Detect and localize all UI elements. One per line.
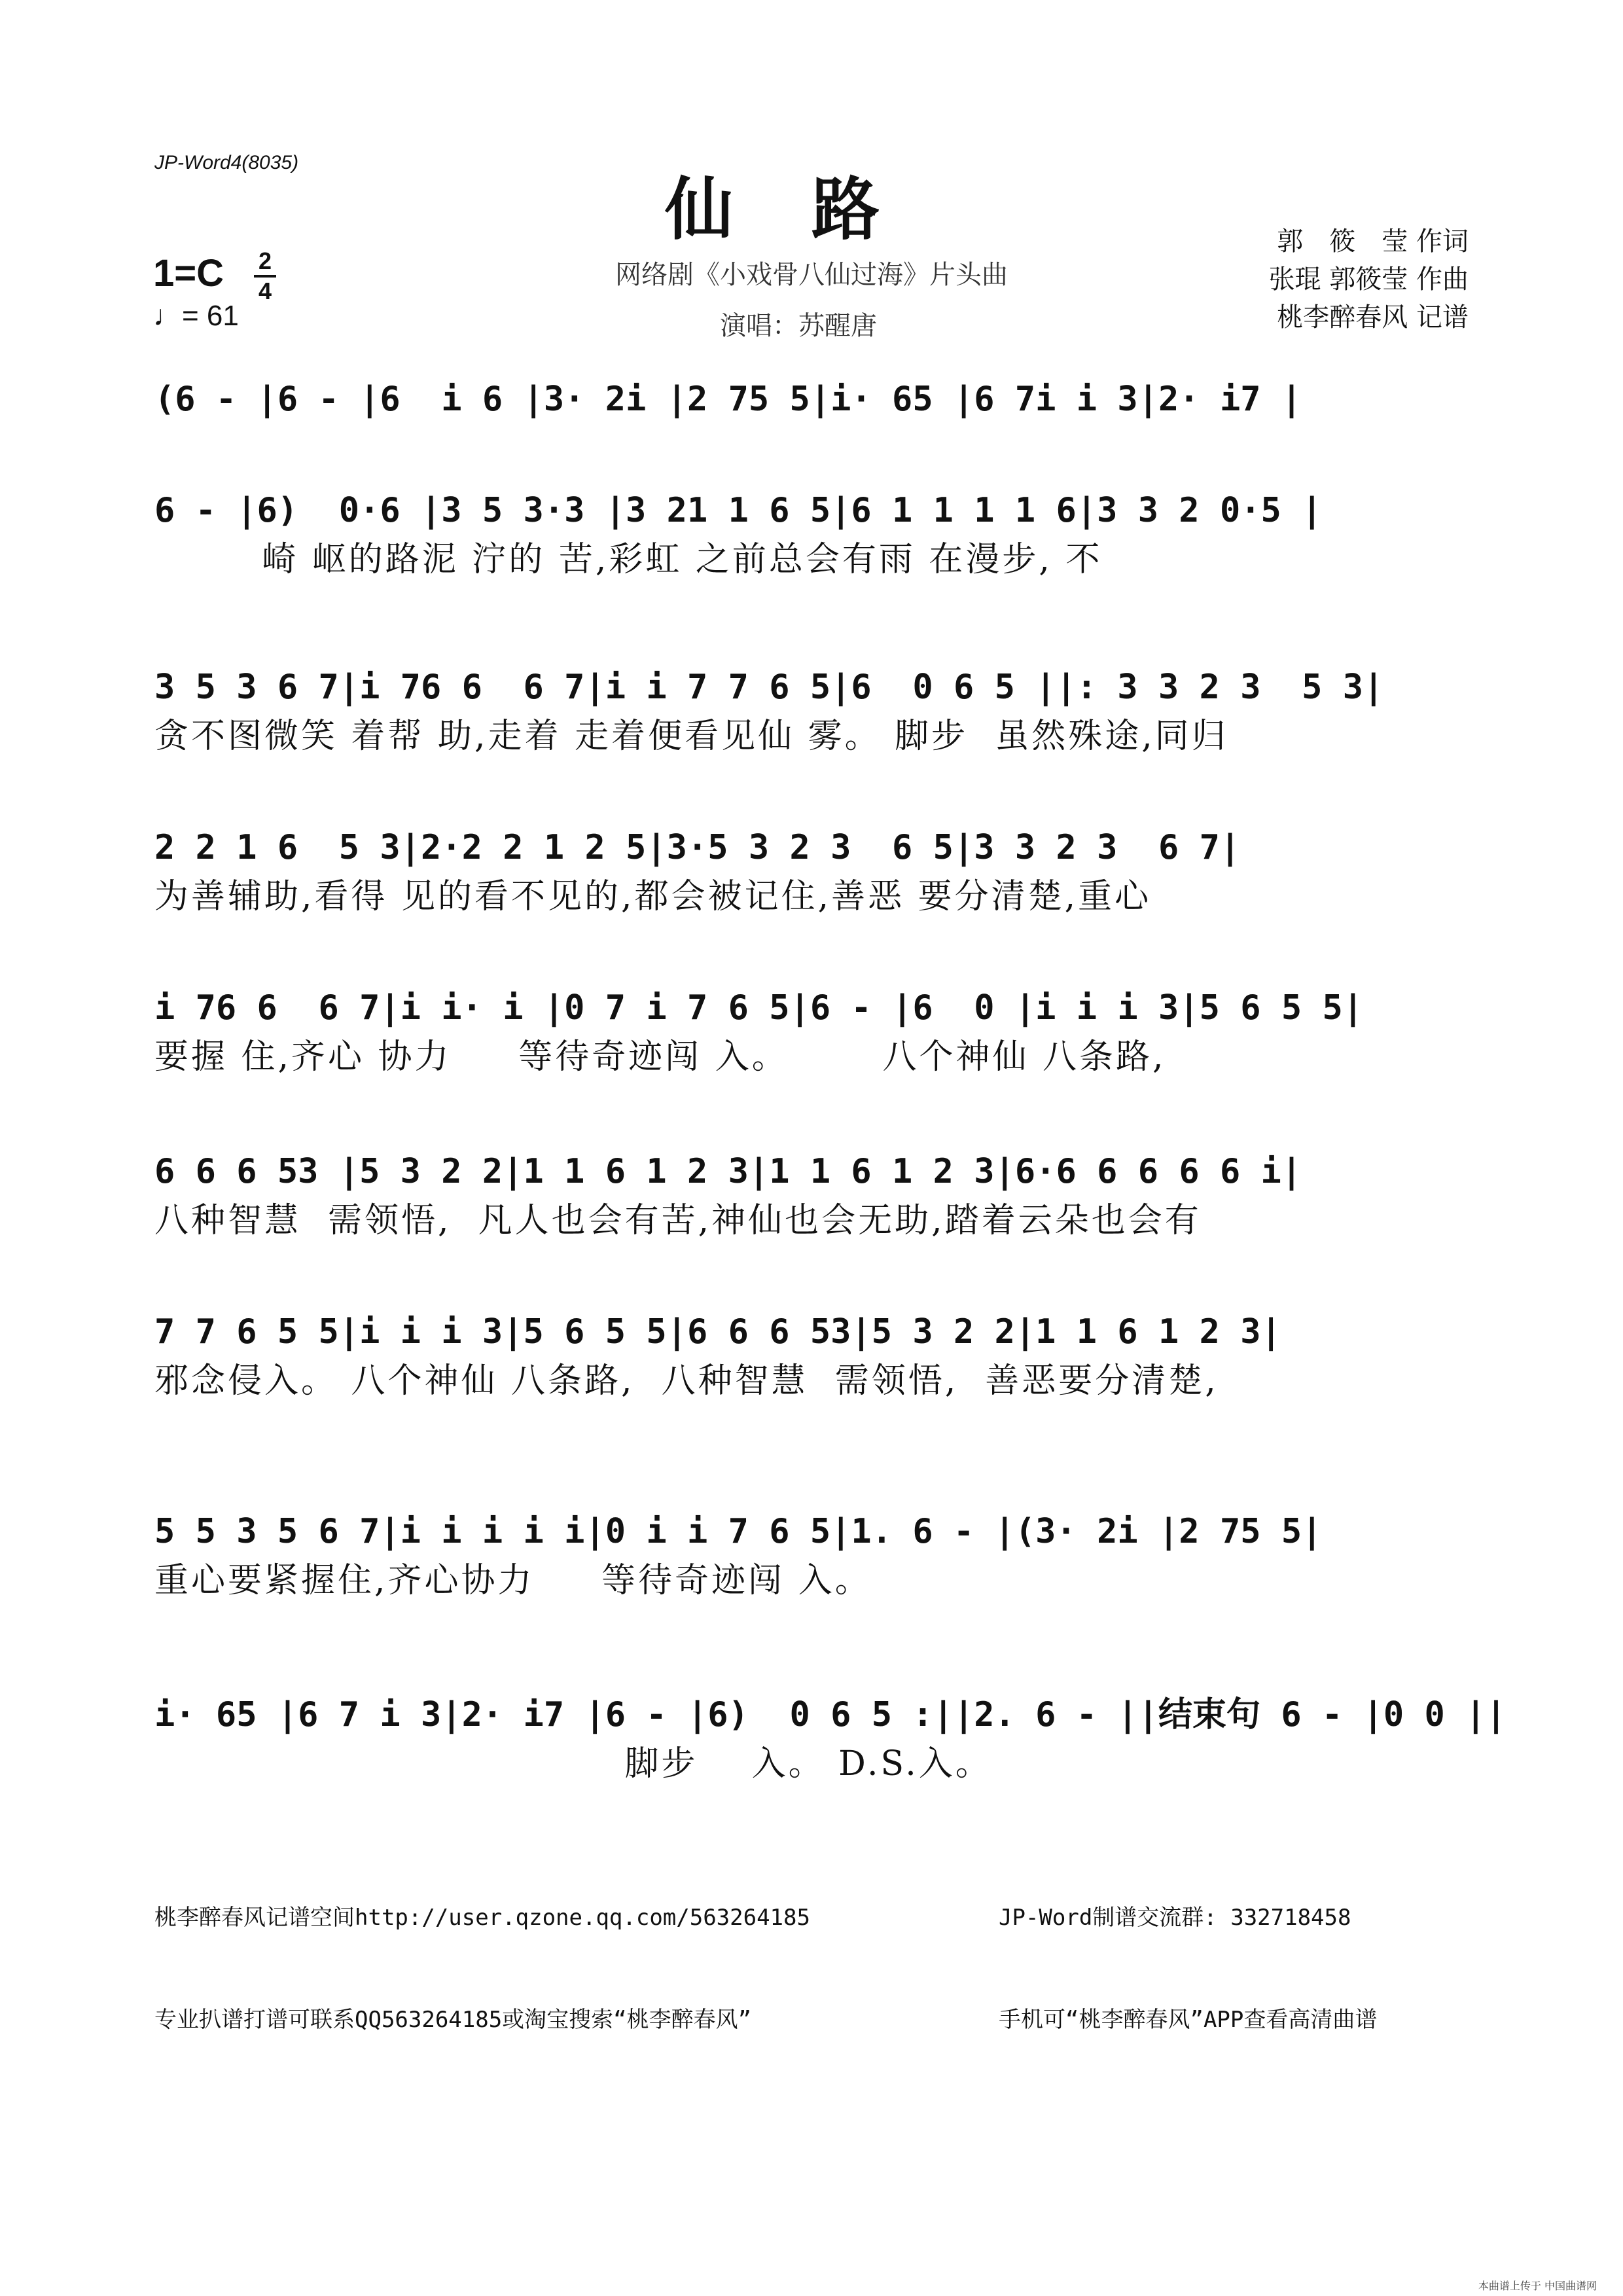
footer-left: [154, 1833, 810, 2071]
tempo-marking: ♩= 61: [153, 300, 239, 332]
composer-credit: 张琨 郭筱莹 作曲: [1268, 264, 1469, 295]
lyrics-line: 崎 岖的路泥 泞的 苦,彩虹 之前总会有雨 在漫步, 不: [154, 540, 1103, 579]
footer-left-line-1: 桃李醉春风记谱空间http://user.qzone.qq.com/563264185: [154, 1905, 810, 1931]
notation-line: 5 5 3 5 6 7|i i i i i|0 i i 7 6 5|1. 6 - |(3· 2i |2 75 5|: [154, 1512, 1323, 1551]
footer-right-line-2: 手机可“桃李醉春风”APP查看高清曲谱: [999, 2007, 1378, 2033]
notation-line: 6 - |6) 0·6 |3 5 3·3 |3 21 1 6 5|6 1 1 1 1 6|3 3 2 0·5 |: [154, 491, 1323, 530]
score-system-1: [154, 373, 1469, 471]
notation-line: i· 65 |6 7 i 3|2· i7 |6 - |6) 0 6 5 :||2. 6 - ||结束句 6 - |0 0 ||: [154, 1695, 1507, 1734]
lyrics-line: 为善辅助,看得 见的看不见的,都会被记住,善恶 要分清楚,重心: [154, 877, 1152, 916]
watermark: 本曲谱上传于 中国曲谱网: [1478, 2280, 1597, 2292]
footer-right: [999, 1833, 1377, 2071]
notation-line: 7 7 6 5 5|i i i 3|5 6 5 5|6 6 6 53|5 3 2 2|1 1 6 1 2 3|: [154, 1312, 1281, 1352]
score-system-9: [154, 1689, 1507, 1787]
time-signature-top: 2: [258, 247, 272, 274]
footer-left-line-2: 专业扒谱打谱可联系QQ563264185或淘宝搜索“桃李醉春风”: [154, 2007, 752, 2033]
notation-line: i 76 6 6 7|i i· i |0 7 i 7 6 5|6 - |6 0 |i i i 3|5 6 5 5|: [154, 988, 1364, 1028]
notation-line: (6 - |6 - |6 i 6 |3· 2i |2 75 5|i· 65 |6 7i i 3|2· i7 |: [154, 380, 1302, 419]
lyrics-line: 要握 住,齐心 协力 等待奇迹闯 入。 八个神仙 八条路,: [154, 1037, 1166, 1077]
score-system-4: [154, 821, 1469, 920]
lyrics-line: 邪念侵入。 八个神仙 八条路, 八种智慧 需领悟, 善恶要分清楚,: [154, 1361, 1219, 1401]
lyrics-line: 八种智慧 需领悟, 凡人也会有苦,神仙也会无助,踏着云朵也会有: [154, 1201, 1202, 1240]
lyrics-line: 贪不图微笑 着帮 助,走着 走着便看见仙 雾。 脚步 虽然殊途,同归: [154, 717, 1228, 756]
score-system-8: [154, 1505, 1469, 1604]
score-system-3: [154, 661, 1469, 759]
score-system-5: [154, 982, 1469, 1080]
transcriber-credit: 桃李醉春风 记谱: [1277, 302, 1469, 332]
score-system-7: [154, 1306, 1469, 1404]
score-system-6: [154, 1145, 1469, 1244]
notation-line: 2 2 1 6 5 3|2·2 2 1 2 5|3·5 3 2 3 6 5|3 3 2 3 6 7|: [154, 828, 1241, 867]
software-label: JP-Word4(8035): [154, 152, 299, 173]
song-title: 仙路: [664, 169, 958, 249]
score-system-2: [154, 484, 1469, 583]
key-signature: 1=C: [153, 252, 224, 295]
notation-line: 6 6 6 53 |5 3 2 2|1 1 6 1 2 3|1 1 6 1 2 3|6·6 6 6 6 6 i|: [154, 1152, 1302, 1191]
notation-line: 3 5 3 6 7|i 76 6 6 7|i i 7 7 6 5|6 0 6 5 ||: 3 3 2 3 5 3|: [154, 668, 1384, 707]
lyrics-line: 脚步 入。 D.S.入。: [154, 1744, 992, 1784]
subtitle: 网络剧《小戏骨八仙过海》片头曲: [615, 260, 1008, 290]
time-signature-bottom: 4: [258, 278, 272, 304]
lyricist-credit: 郭 筱 莹 作词: [1277, 226, 1469, 257]
footer-right-line-1: JP-Word制谱交流群: 332718458: [999, 1905, 1351, 1931]
lyrics-line: [154, 425, 1469, 471]
lyrics-line: 重心要紧握住,齐心协力 等待奇迹闯 入。: [154, 1561, 872, 1600]
credits: [1269, 223, 1469, 336]
singer-credit: 演唱：苏醒唐: [720, 311, 877, 341]
